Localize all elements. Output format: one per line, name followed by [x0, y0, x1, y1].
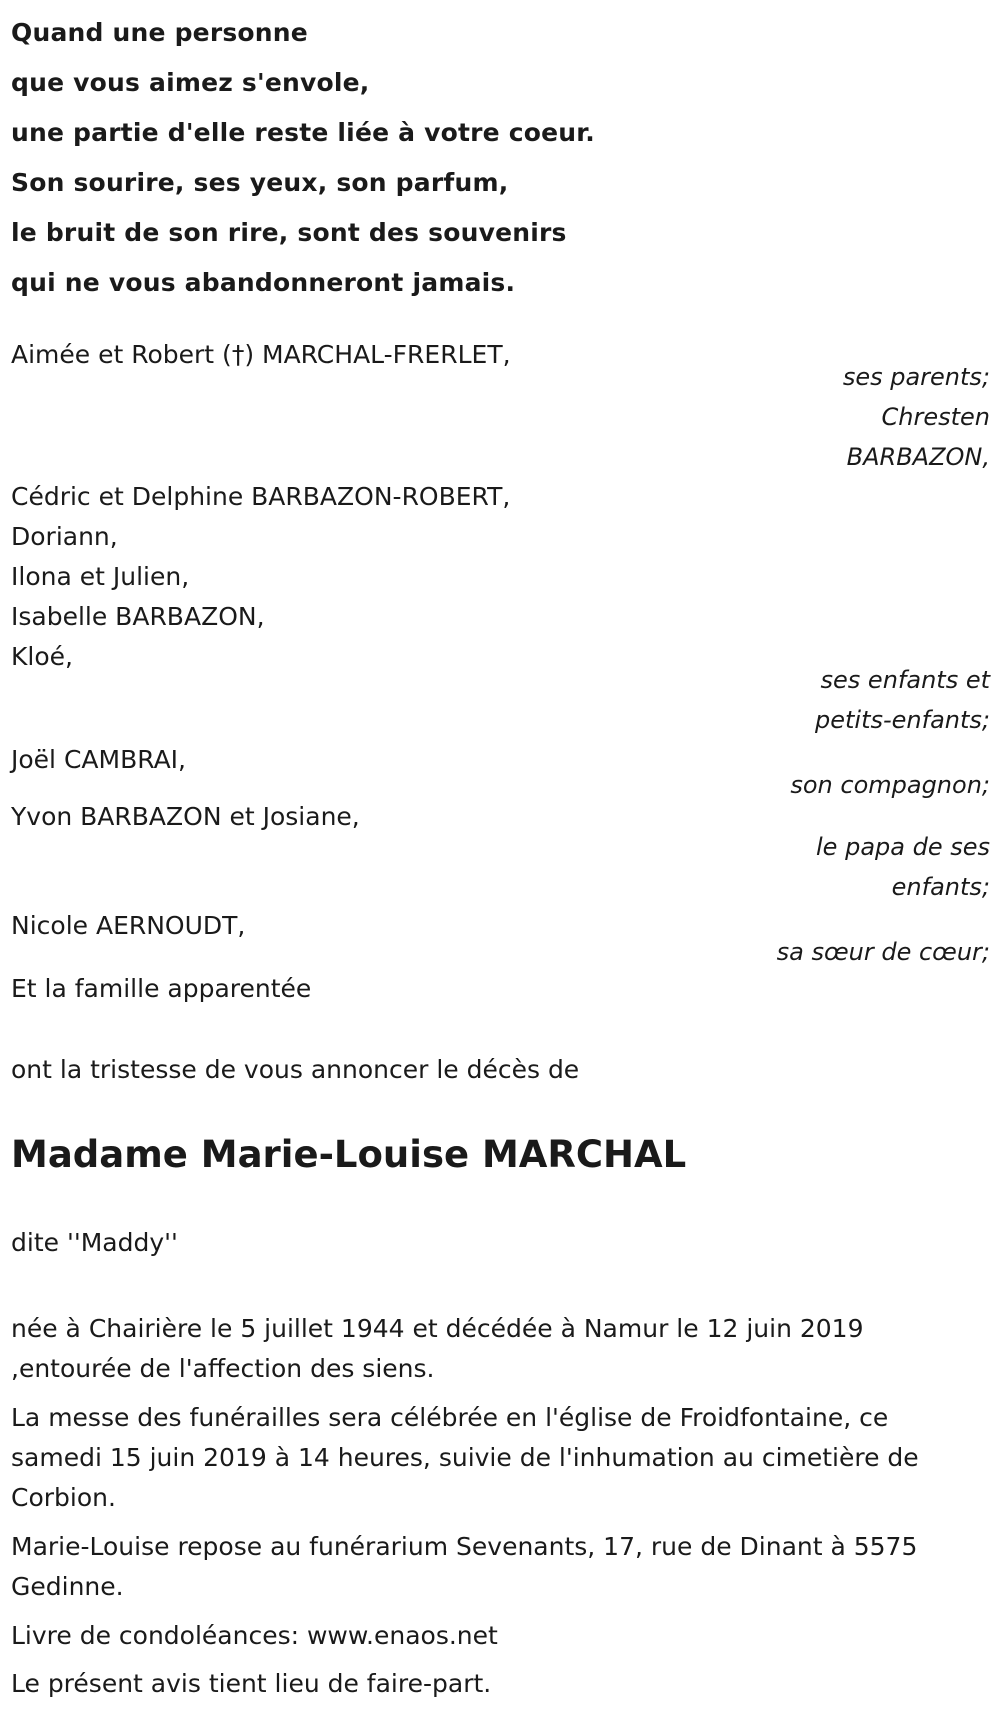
poem-line: Quand une personne	[11, 18, 308, 47]
nickname: dite ''Maddy''	[11, 1228, 178, 1257]
family-member-isabelle: Isabelle BARBAZON,	[11, 602, 265, 631]
chresten-last-name: BARBAZON,	[846, 443, 990, 471]
funeral-mass-line2: samedi 15 juin 2019 à 14 heures, suivie de l'inhumation au cimetière de	[11, 1443, 919, 1472]
chresten-first-name: Chresten	[881, 403, 990, 431]
poem-line: qui ne vous abandonneront jamais.	[11, 268, 516, 297]
family-member-kloe: Kloé,	[11, 642, 73, 671]
poem-line: le bruit de son rire, sont des souvenirs	[11, 218, 567, 247]
funerarium-line2: Gedinne.	[11, 1572, 124, 1601]
funeral-mass-line3: Corbion.	[11, 1483, 116, 1512]
children-role-line2: petits-enfants;	[815, 706, 990, 734]
birth-death-line2: ,entourée de l'affection des siens.	[11, 1354, 435, 1383]
parents-role: ses parents;	[842, 363, 990, 391]
family-member-ilona: Ilona et Julien,	[11, 562, 190, 591]
parents-names: Aimée et Robert (†) MARCHAL-FRERLET,	[11, 340, 511, 369]
announcement-text: ont la tristesse de vous annoncer le décès de	[11, 1055, 580, 1084]
papa-role-line1: le papa de ses	[816, 833, 990, 861]
extended-family: Et la famille apparentée	[11, 974, 312, 1003]
companion-name: Joël CAMBRAI,	[11, 745, 186, 774]
notice-text: Le présent avis tient lieu de faire-part.	[11, 1669, 492, 1698]
poem-line: une partie d'elle reste liée à votre coeur.	[11, 118, 595, 147]
deceased-name: Madame Marie-Louise MARCHAL	[11, 1133, 687, 1176]
birth-death-line1: née à Chairière le 5 juillet 1944 et décédée à Namur le 12 juin 2019	[11, 1314, 864, 1343]
sister-role: sa sœur de cœur;	[776, 938, 990, 966]
poem-line: que vous aimez s'envole,	[11, 68, 370, 97]
father-of-children-name: Yvon BARBAZON et Josiane,	[11, 802, 360, 831]
funeral-mass-line1: La messe des funérailles sera célébrée en l'église de Froidfontaine, ce	[11, 1403, 889, 1432]
family-member-doriann: Doriann,	[11, 522, 118, 551]
poem-line: Son sourire, ses yeux, son parfum,	[11, 168, 509, 197]
family-member-cedric: Cédric et Delphine BARBAZON-ROBERT,	[11, 482, 511, 511]
poem	[11, 8, 595, 308]
funerarium-line1: Marie-Louise repose au funérarium Sevenants, 17, rue de Dinant à 5575	[11, 1532, 918, 1561]
children-role-line1: ses enfants et	[820, 666, 990, 694]
condolences-book: Livre de condoléances: www.enaos.net	[11, 1621, 498, 1650]
companion-role: son compagnon;	[790, 771, 990, 799]
sister-name: Nicole AERNOUDT,	[11, 911, 246, 940]
papa-role-line2: enfants;	[891, 873, 990, 901]
